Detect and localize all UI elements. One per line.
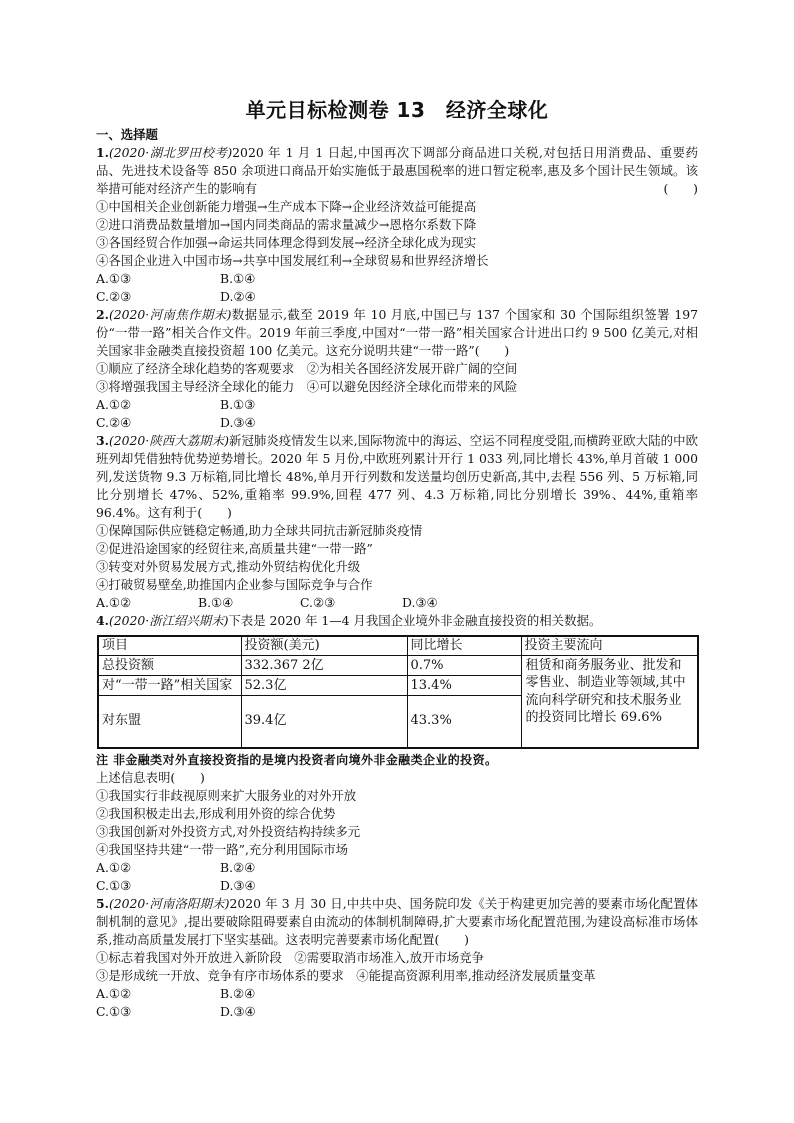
statement: ①我国实行非歧视原则来扩大服务业的对外开放 [96,787,357,803]
statement: ③将增强我国主导经济全球化的能力 ④可以避免因经济全球化而带来的风险 [96,379,518,394]
choice-b: B.①④ [198,595,234,610]
question-4 [96,612,698,895]
statement: ④各国企业进入中国市场→共享中国发展红利→全球贸易和世界经济增长 [96,253,489,268]
table-cell: 43.3% [407,696,521,748]
question-number: 2. [96,307,109,322]
question-text: 新冠肺炎疫情发生以来,国际物流中的海运、空运不同程度受阻,而横跨亚欧大陆的中欧班列却凭借独特优势逆势增长。2020 年 5 月份,中欧班列累计开行 1 033 列,同比增长 43%,单月首破 1 000 列,发送货物 9.3 万标箱,同比增长 48%,单月开行列数和发送量均创历史新高,其中,去程 556 列、5 万标箱,同比分别增长 47%、52%,重箱率 99.9%,回程 477 列、4.3 万标箱,同比分别增长 39%、44%,重箱率 96.4%。这有利于 [96,433,698,520]
question-source: (2020·河南焦作期末) [108,307,232,322]
question-1 [96,144,698,306]
choice-a: A.①② [96,397,132,412]
statement: ④我国坚持共建“一带一路”,充分利用国际市场 [96,841,349,857]
question-2 [96,306,698,432]
choice-d: D.③④ [220,1003,256,1019]
question-number: 4. [96,613,109,628]
choice-row [96,985,698,1003]
answer-blank: ( ) [663,181,698,196]
choice-row [96,859,698,877]
investment-flow-cell: 租赁和商务服务业、批发和零售业、制造业等领域,其中流向科学研究和技术服务业的投资同比增长 69.6% [521,656,698,748]
question-source: (2020·湖北罗田校考) [108,145,233,160]
question-5 [96,895,698,1021]
question-text: 下表是 2020 年 1—4 月我国企业境外非金融直接投资的相关数据。 [228,613,602,628]
table-cell: 39.4亿 [241,696,407,748]
investment-table [97,635,699,749]
choice-row [96,877,698,895]
choice-row [96,414,698,432]
choice-b: B.②④ [220,985,256,1001]
table-cell: 52.3亿 [241,676,407,696]
table-cell: 对“一带一路”相关国家 [98,676,241,696]
prompt-text: 上述信息表明 [96,769,171,785]
choice-row [96,396,698,414]
question-number: 3. [96,433,109,448]
question-prompt [96,769,698,787]
answer-blank: ( ) [474,343,510,358]
table-cell: 332.367 2亿 [241,656,407,676]
question-number: 1. [96,145,109,160]
statement: ②我国积极走出去,形成利用外资的综合优势 [96,805,336,821]
answer-blank: ( ) [170,769,205,785]
answer-blank: ( ) [434,931,469,947]
statement: ④打破贸易壁垒,助推国内企业参与国际竞争与合作 [96,577,373,592]
choice-a: A.①② [96,859,132,875]
question-text: 2020 年 1 月 1 日起,中国再次下调部分商品进口关税,对包括日用消费品、重要药品、先进技术设备等 850 余项进口商品开始实施低于最惠国税率的进口暂定税率,惠及多个国计民生领域。该举措可能对经济产生的影响有 [96,145,699,196]
statement: ③各国经贸合作加强→命运共同体理念得到发展→经济全球化成为现实 [96,235,477,250]
table-header: 投资主要流向 [521,636,698,656]
question-source: (2020·浙江绍兴期末) [108,613,229,628]
choice-a: A.①② [96,595,132,610]
question-text: 2020 年 3 月 30 日,中共中央、国务院印发《关于构建更加完善的要素市场化配置体制机制的意见》,提出要破除阻碍要素自由流动的体制机制障碍,扩大要素市场化配置范围,为建设高标准市场体系,推动高质量发展打下坚实基础。这表明完善要素市场化配置 [96,895,698,947]
choice-row [96,270,698,288]
question-source: (2020·陕西大荔期末) [108,433,229,448]
table-header: 项目 [98,636,241,656]
choice-row [96,288,698,306]
statement: ①顺应了经济全球化趋势的客观要求 ②为相关各国经济发展开辟广阔的空间 [96,361,518,376]
question-3 [96,432,698,612]
choice-row [96,1003,698,1021]
choice-c: C.②④ [96,415,132,430]
choice-c: C.①③ [96,1003,132,1019]
statement: ①保障国际供应链稳定畅通,助力全球共同抗击新冠肺炎疫情 [96,523,423,538]
table-cell: 对东盟 [98,696,241,748]
choice-b: B.②④ [220,859,256,875]
choice-b: B.①③ [220,397,256,412]
question-stem [96,306,698,360]
question-stem [96,895,698,949]
page-title: 单元目标检测卷 13 经济全球化 [245,98,549,122]
table-note: 注 非金融类对外直接投资指的是境内投资者向境外非金融类企业的投资。 [96,752,498,767]
table-cell: 0.7% [407,656,521,676]
choice-c: C.②③ [300,595,336,610]
table-row [98,656,698,676]
table-cell: 总投资额 [98,656,241,676]
question-text: 数据显示,截至 2019 年 10 月底,中国已与 137 个国家和 30 个国际组织签署 197 份“一带一路”相关合作文件。2019 年前三季度,中国对“一带一路”相关国家合计进出口约 9 500 亿美元,对相关国家非金融类直接投资超 100 亿美元。这充分说明共建“一带一路” [96,307,698,358]
statement: ①中国相关企业创新能力增强→生产成本下降→企业经济效益可能提高 [96,199,477,214]
statement: ②进口消费品数量增加→国内同类商品的需求量减少→恩格尔系数下降 [96,217,477,232]
statement: ③转变对外贸易发展方式,推动外贸结构优化升级 [96,559,361,574]
choice-b: B.①④ [220,271,256,286]
question-stem [96,612,698,630]
table-header: 投资额(美元) [241,636,407,656]
table-header-row [98,636,698,656]
choice-row [96,594,698,612]
table-cell: 13.4% [407,676,521,696]
question-stem [96,144,698,198]
statement: ③我国创新对外投资方式,对外投资结构持续多元 [96,823,361,839]
answer-blank: ( ) [197,505,232,520]
choice-d: D.③④ [402,595,438,610]
choice-c: C.②③ [96,289,132,304]
section-heading: 一、选择题 [96,127,158,142]
choice-a: A.①② [96,985,132,1001]
statement: ②促进沿途国家的经贸往来,高质量共建“一带一路” [96,541,373,556]
choice-c: C.①③ [96,877,132,893]
table-header: 同比增长 [407,636,521,656]
question-stem [96,432,698,522]
exam-page [96,96,698,1021]
choice-a: A.①③ [96,271,132,286]
choice-d: D.②④ [220,289,256,304]
question-source: (2020·河南洛阳期末) [108,895,230,911]
question-number: 5. [96,895,109,911]
choice-d: D.③④ [220,415,256,430]
choice-d: D.③④ [220,877,256,893]
statement: ③是形成统一开放、竞争有序市场体系的要求 ④能提高资源利用率,推动经济发展质量变革 [96,967,596,983]
statement: ①标志着我国对外开放进入新阶段 ②需要取消市场准入,放开市场竞争 [96,949,485,965]
